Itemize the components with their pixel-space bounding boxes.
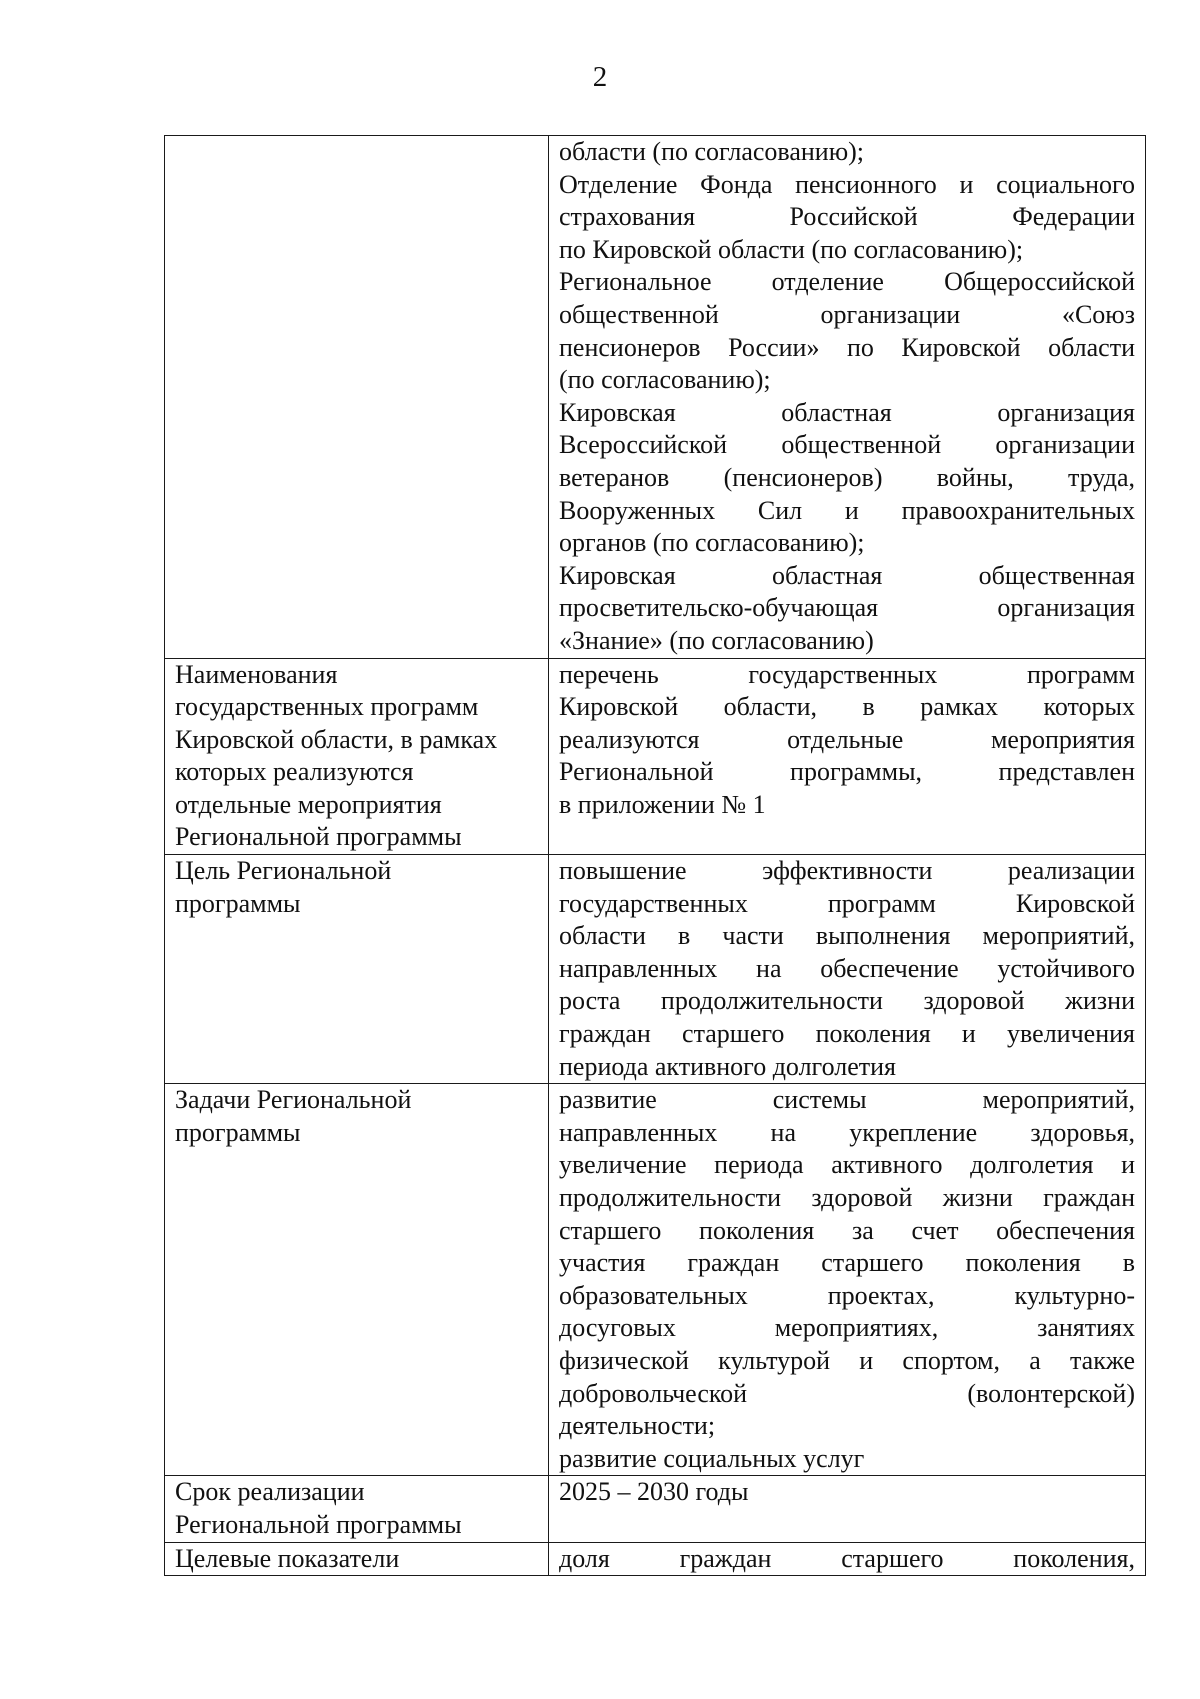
value-line: 2025 – 2030 годы	[559, 1477, 749, 1507]
label-line: Наименования	[175, 659, 338, 689]
table-row-period	[165, 1476, 1146, 1542]
row-value-cell	[549, 136, 1146, 659]
table-row-tasks	[165, 1084, 1146, 1476]
program-passport-table	[164, 135, 1146, 1576]
label-line: Цель Региональной	[175, 856, 392, 886]
value-line: органов (по согласованию);	[559, 528, 865, 558]
value-line: Кировская областная общественная	[559, 560, 1135, 590]
value-line: страхования Российской Федерации	[559, 202, 1135, 232]
value-line: перечень государственных программ	[559, 659, 1135, 689]
table-row-goal	[165, 855, 1146, 1084]
row-value-cell	[549, 1542, 1146, 1576]
label-line: Целевые показатели	[175, 1543, 400, 1573]
row-label-cell	[165, 1084, 549, 1476]
value-line: Кировская областная организация	[559, 397, 1135, 427]
row-value-cell	[549, 1084, 1146, 1476]
label-line: Региональной программы	[175, 1509, 462, 1539]
value-line: Отделение Фонда пенсионного и социального	[559, 169, 1135, 199]
value-line: досуговых мероприятиях, занятиях	[559, 1313, 1135, 1343]
row-value-cell	[549, 1476, 1146, 1542]
value-line: периода активного долголетия	[559, 1051, 896, 1081]
value-line: общественной организации «Союз	[559, 299, 1135, 329]
row-label-cell	[165, 855, 549, 1084]
value-line: повышение эффективности реализации	[559, 856, 1135, 886]
label-line: которых реализуются	[175, 757, 414, 787]
label-line: Срок реализации	[175, 1477, 365, 1507]
label-line: программы	[175, 1117, 301, 1147]
value-line: Всероссийской общественной организации	[559, 430, 1135, 460]
label-line: отдельные мероприятия	[175, 789, 442, 819]
row-label-cell	[165, 658, 549, 855]
label-line: Кировской области, в рамках	[175, 724, 498, 754]
value-line: добровольческой (волонтерской)	[559, 1378, 1135, 1408]
value-line: развитие социальных услуг	[559, 1443, 865, 1473]
value-line: области (по согласованию);	[559, 137, 865, 166]
value-line: просветительско-обучающая организация	[559, 593, 1135, 623]
value-line: (по согласованию);	[559, 365, 771, 395]
value-line: физической культурой и спортом, а также	[559, 1345, 1135, 1375]
value-line: направленных на укрепление здоровья,	[559, 1117, 1135, 1147]
value-line: реализуются отдельные мероприятия	[559, 724, 1135, 754]
row-value-cell	[549, 658, 1146, 855]
value-line: государственных программ Кировской	[559, 888, 1135, 918]
value-line: участия граждан старшего поколения в	[559, 1248, 1135, 1278]
table-row-state-programs	[165, 658, 1146, 855]
table-row-participants	[165, 136, 1146, 659]
value-line: Кировской области, в рамках которых	[559, 692, 1135, 722]
value-line: пенсионеров России» по Кировской области	[559, 332, 1135, 362]
label-line: Региональной программы	[175, 822, 462, 852]
value-line: роста продолжительности здоровой жизни	[559, 986, 1135, 1016]
table-row-target-indicators	[165, 1542, 1146, 1576]
value-line: по Кировской области (по согласованию);	[559, 234, 1024, 264]
value-line: продолжительности здоровой жизни граждан	[559, 1183, 1135, 1212]
page-number: 2	[592, 61, 608, 93]
row-label-cell	[165, 1476, 549, 1542]
value-line: образовательных проектах, культурно-	[559, 1280, 1135, 1310]
value-line: деятельности;	[559, 1411, 716, 1441]
value-line: в приложении № 1	[559, 789, 766, 819]
value-line: доля граждан старшего поколения,	[559, 1543, 1135, 1573]
label-line: государственных программ	[175, 692, 479, 722]
row-label-cell	[165, 1542, 549, 1576]
value-line: области в части выполнения мероприятий,	[559, 921, 1135, 951]
value-line: граждан старшего поколения и увеличения	[559, 1019, 1135, 1049]
value-line: Региональное отделение Общероссийской	[559, 267, 1135, 297]
row-label-cell	[165, 136, 549, 659]
value-line: Вооруженных Сил и правоохранительных	[559, 495, 1135, 525]
label-line: Задачи Региональной	[175, 1085, 412, 1115]
value-line: направленных на обеспечение устойчивого	[559, 953, 1135, 983]
label-line: программы	[175, 888, 301, 918]
value-line: ветеранов (пенсионеров) войны, труда,	[559, 462, 1135, 492]
value-line: Региональной программы, представлен	[559, 757, 1135, 787]
value-line: увеличение периода активного долголетия и	[559, 1150, 1135, 1180]
value-line: развитие системы мероприятий,	[559, 1085, 1135, 1115]
row-value-cell	[549, 855, 1146, 1084]
value-line: «Знание» (по согласованию)	[559, 625, 874, 655]
value-line: старшего поколения за счет обеспечения	[559, 1215, 1135, 1245]
